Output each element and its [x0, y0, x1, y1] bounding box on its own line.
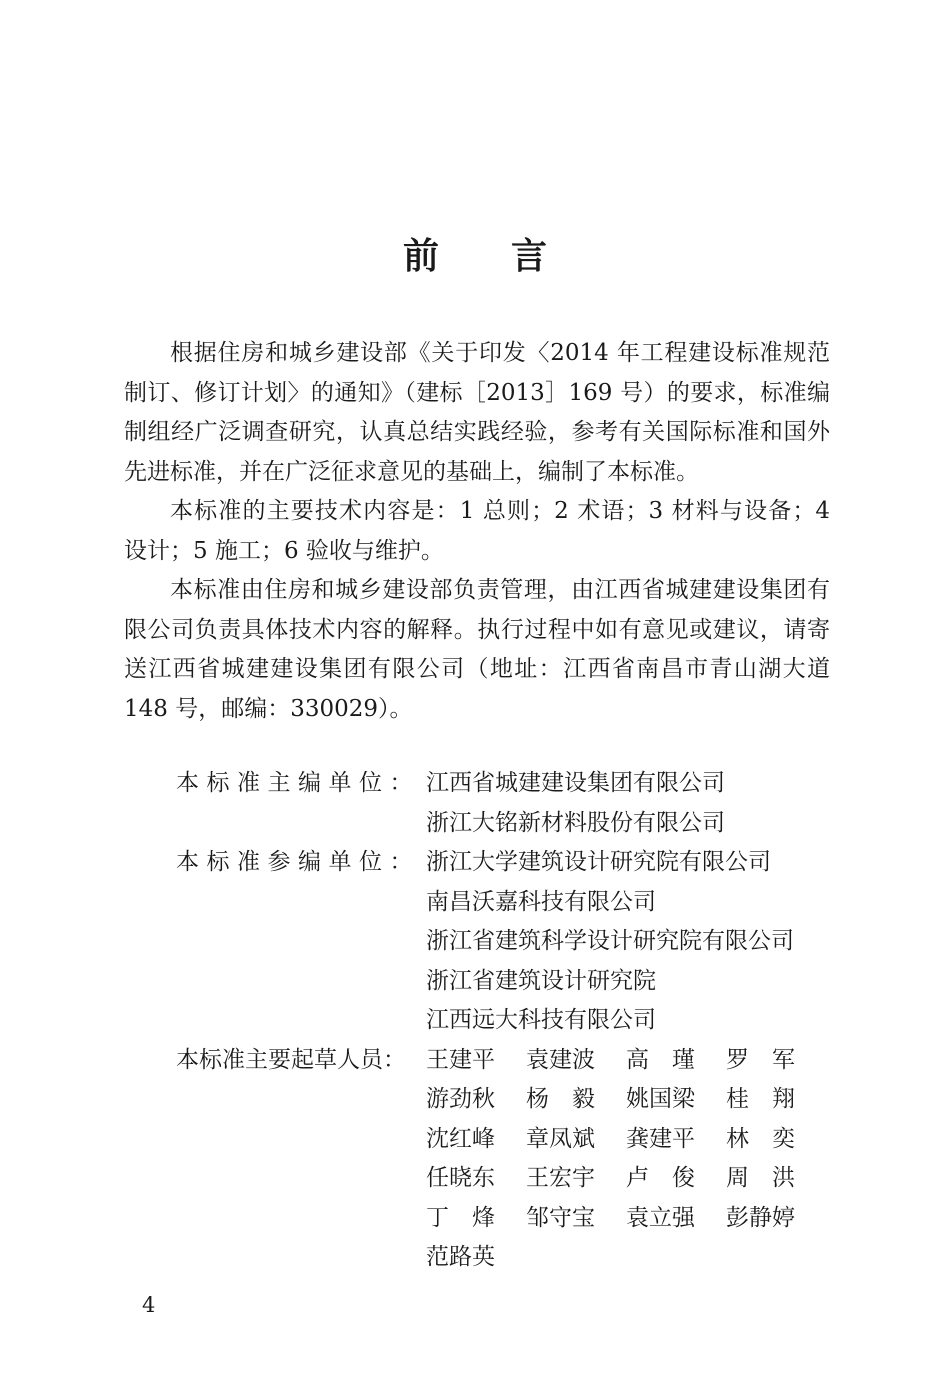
chief-editor-unit: 浙江大铭新材料股份有限公司	[426, 809, 725, 836]
drafter-name: 杨 毅	[526, 1086, 595, 1112]
drafter-name: 袁建波	[526, 1046, 595, 1073]
page-number: 4	[142, 1293, 156, 1317]
participating-editors-row	[176, 843, 836, 1041]
drafter-name: 姚国梁	[626, 1086, 695, 1112]
preface-body	[124, 334, 830, 729]
participating-editor-unit: 南昌沃嘉科技有限公司	[426, 888, 656, 915]
drafter-name: 任晓东	[426, 1165, 495, 1191]
chief-editors-units	[426, 764, 836, 843]
drafter-name: 王宏宇	[526, 1165, 595, 1191]
drafter-name: 游劲秋	[426, 1086, 495, 1112]
preface-paragraph-1: 根据住房和城乡建设部《关于印发〈2014 年工程建设标准规范制订、修订计划〉的通知》（建标［2013］169 号）的要求，标准编制组经广泛调查研究，认真总结实践经验，参考有关国际标准和国外先进标准，并在广泛征求意见的基础上，编制了本标准。	[124, 340, 830, 485]
drafter-name: 周 洪	[726, 1165, 795, 1191]
drafter-name: 龚建平	[626, 1125, 695, 1152]
preface-paragraph-3: 本标准由住房和城乡建设部负责管理，由江西省城建建设集团有限公司负责具体技术内容的解释。执行过程中如有意见或建议，请寄送江西省城建建设集团有限公司（地址：江西省南昌市青山湖大道 148 号，邮编：330029）。	[124, 577, 830, 722]
drafter-name: 王建平	[426, 1046, 495, 1073]
drafter-name: 范路英	[426, 1244, 495, 1270]
page-title	[0, 232, 950, 282]
drafter-name: 罗 军	[726, 1046, 795, 1073]
participating-editor-unit: 浙江省建筑设计研究院	[426, 967, 656, 994]
drafters-label: 本标准主要起草人员：	[176, 1046, 406, 1073]
drafter-name: 林 奕	[726, 1125, 795, 1152]
drafter-name: 卢 俊	[626, 1165, 695, 1191]
drafter-name: 彭静婷	[726, 1204, 795, 1231]
participating-editor-unit: 浙江大学建筑设计研究院有限公司	[426, 849, 771, 875]
participating-editors-units	[426, 843, 836, 1041]
title-char-1: 前	[402, 236, 439, 277]
drafter-name: 邹守宝	[526, 1204, 595, 1231]
drafter-name: 沈红峰	[426, 1125, 495, 1152]
chief-editors-row	[176, 764, 836, 843]
drafter-name: 丁 烽	[426, 1204, 495, 1231]
drafter-name: 袁立强	[626, 1204, 695, 1231]
drafter-name: 桂 翔	[726, 1086, 795, 1112]
chief-editor-unit: 江西省城建建设集团有限公司	[426, 770, 725, 796]
drafter-name: 高 瑾	[626, 1046, 695, 1073]
drafters-row	[176, 1041, 836, 1278]
title-char-2: 言	[511, 236, 548, 277]
participating-editor-unit: 浙江省建筑科学设计研究院有限公司	[426, 928, 794, 954]
chief-editors-label: 本标准主编单位：	[176, 770, 420, 796]
drafters-names	[426, 1041, 836, 1278]
participating-editors-label: 本标准参编单位：	[176, 849, 420, 875]
editors-list	[176, 764, 836, 1278]
drafter-name: 章凤斌	[526, 1125, 595, 1152]
participating-editor-unit: 江西远大科技有限公司	[426, 1007, 656, 1033]
preface-paragraph-2: 本标准的主要技术内容是：1 总则；2 术语；3 材料与设备；4 设计；5 施工；6 验收与维护。	[124, 498, 830, 564]
